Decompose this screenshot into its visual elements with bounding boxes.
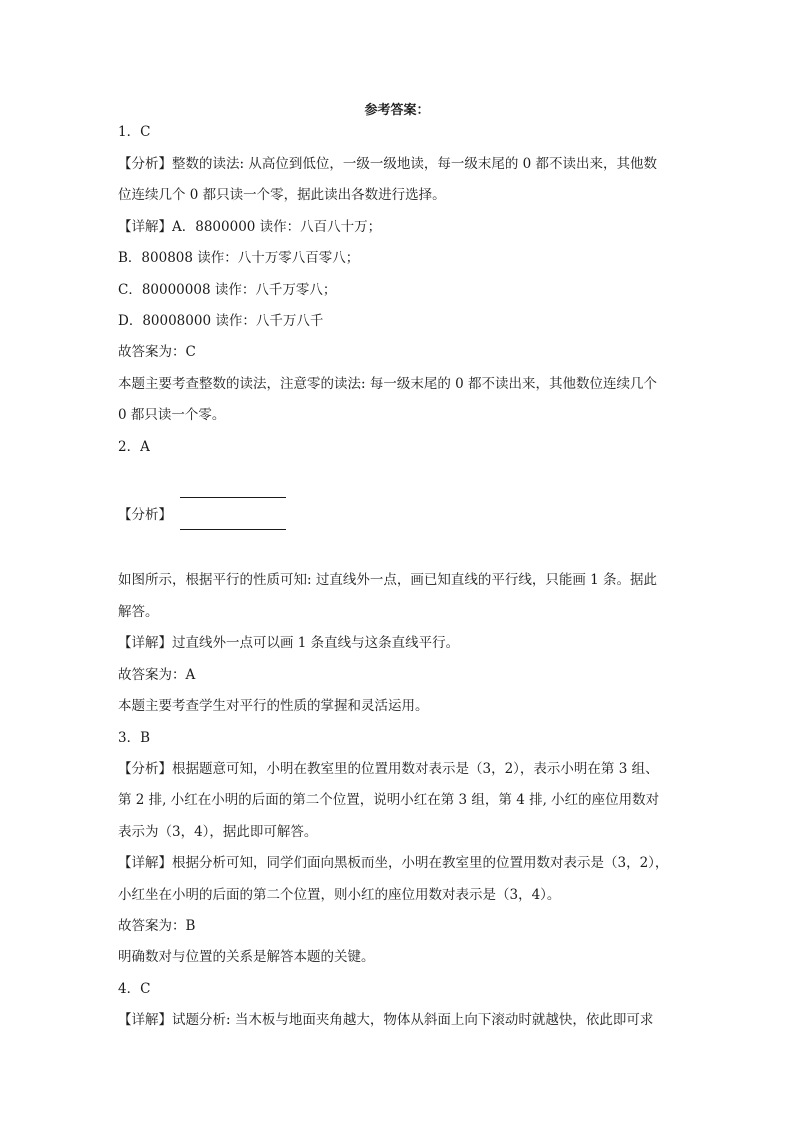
parallel-line-top <box>180 497 286 498</box>
q1-detail-b: B．800808 读作：八十万零八百零八； <box>118 250 360 266</box>
q3-answer: 故答案为：B <box>118 918 196 934</box>
parallel-lines-figure <box>118 494 318 534</box>
q2-figure-label: 【分析】 <box>118 507 172 523</box>
q1-detail-d: D．80008000 读作：八千万八千 <box>118 313 324 329</box>
q1-number: 1．C <box>118 124 151 140</box>
q2-summary: 本题主要考查学生对平行的性质的掌握和灵活运用。 <box>118 698 429 714</box>
q1-analysis-line-2: 位连续几个 0 都只读一个零，据此读出各数进行选择。 <box>118 187 446 203</box>
q1-summary-line-1: 本题主要考查整数的读法，注意零的读法: 每一级末尾的 0 都不读出来，其他数位连续几个 <box>118 376 658 392</box>
q3-analysis-line-2: 第 2 排, 小红在小明的后面的第二个位置，说明小红在第 3 组，第 4 排, 小红的座位用数对 <box>118 792 660 808</box>
q1-detail-c: C．80000008 读作：八千万零八； <box>118 282 337 298</box>
q2-analysis-line-2: 解答。 <box>118 604 159 620</box>
q2-analysis-line-1: 如图所示，根据平行的性质可知: 过直线外一点，画已知直线的平行线，只能画 1 条。据此 <box>118 572 658 588</box>
q3-detail-line-2: 小红坐在小明的后面的第二个位置，则小红的座位用数对表示是（3，4）。 <box>118 887 561 903</box>
q3-summary: 明确数对与位置的关系是解答本题的关键。 <box>118 949 375 965</box>
q2-answer: 故答案为：A <box>118 667 196 683</box>
q4-number: 4．C <box>118 981 151 997</box>
q2-detail: 【详解】过直线外一点可以画 1 条直线与这条直线平行。 <box>118 635 460 651</box>
q1-detail-a: 【详解】A．8800000 读作：八百八十万； <box>118 219 382 235</box>
q3-number: 3．B <box>118 730 151 746</box>
q1-answer: 故答案为：C <box>118 344 196 360</box>
page-title: 参考答案： <box>364 103 430 118</box>
q3-detail-line-1: 【详解】根据分析可知，同学们面向黑板而坐，小明在教室里的位置用数对表示是（3，2）， <box>118 855 669 871</box>
parallel-line-bottom <box>180 529 286 530</box>
q1-analysis-line-1: 【分析】整数的读法: 从高位到低位，一级一级地读，每一级末尾的 0 都不读出来，其他数 <box>118 156 658 172</box>
q3-analysis-line-1: 【分析】根据题意可知，小明在教室里的位置用数对表示是（3，2），表示小明在第 3 组、 <box>118 761 659 777</box>
q3-analysis-line-3: 表示为（3，4），据此即可解答。 <box>118 824 318 840</box>
q1-summary-line-2: 0 都只读一个零。 <box>118 407 226 423</box>
q4-detail-line-1: 【详解】试题分析: 当木板与地面夹角越大，物体从斜面上向下滚动时就越快，依此即可求 <box>118 1012 654 1028</box>
q2-number: 2．A <box>118 439 150 455</box>
